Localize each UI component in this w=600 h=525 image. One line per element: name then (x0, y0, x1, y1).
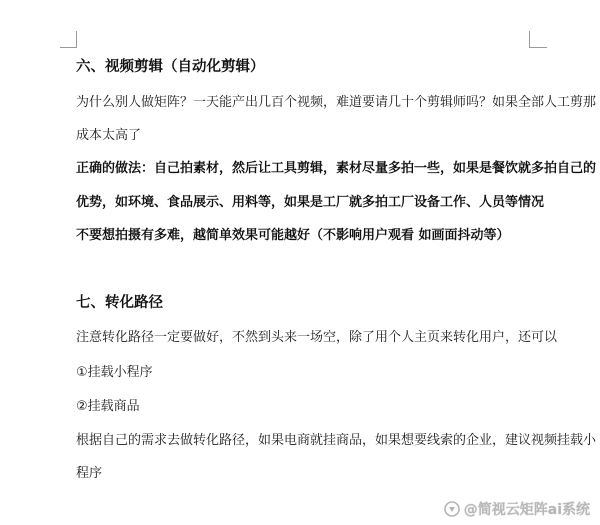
bold-paragraph-line: 正确的做法：自己拍素材，然后让工具剪辑，素材尽量多拍一些，如果是餐饮就多拍自己的 (76, 161, 597, 176)
watermark-text: @简视云矩阵ai系统 (463, 502, 590, 518)
section-heading-video-editing: 六、视频剪辑（自动化剪辑） (76, 59, 265, 75)
crop-mark-top-left-vertical (76, 31, 77, 48)
paragraph-line: 根据自己的需求去做转化路径，如果电商就挂商品，如果想要线索的企业，建议视频挂载小 (76, 433, 597, 448)
crop-mark-top-right-horizontal (529, 47, 547, 48)
bold-paragraph-line: 不要想拍摄有多难，越简单效果可能越好（不影响用户观看 如画面抖动等） (76, 228, 510, 243)
paragraph-line: 成本太高了 (76, 128, 142, 143)
crop-mark-top-left-horizontal (60, 47, 77, 48)
list-item: ②挂载商品 (76, 399, 140, 414)
paragraph-line: 注意转化路径一定要做好，不然到头来一场空，除了用个人主页来转化用户，还可以 (76, 330, 558, 345)
crop-mark-top-right-vertical (529, 31, 530, 48)
paragraph-line: 程序 (76, 466, 103, 481)
list-item: ①挂载小程序 (76, 365, 153, 380)
section-heading-conversion-path: 七、转化路径 (76, 295, 163, 311)
watermark (444, 499, 590, 519)
watermark-logo-icon (444, 501, 460, 517)
bold-paragraph-line: 优势，如环境、食品展示、用料等，如果是工厂就多拍工厂设备工作、人员等情况 (76, 195, 545, 210)
paragraph-line: 为什么别人做矩阵？一天能产出几百个视频，难道要请几十个剪辑师吗？如果全部人工剪那 (76, 95, 597, 110)
